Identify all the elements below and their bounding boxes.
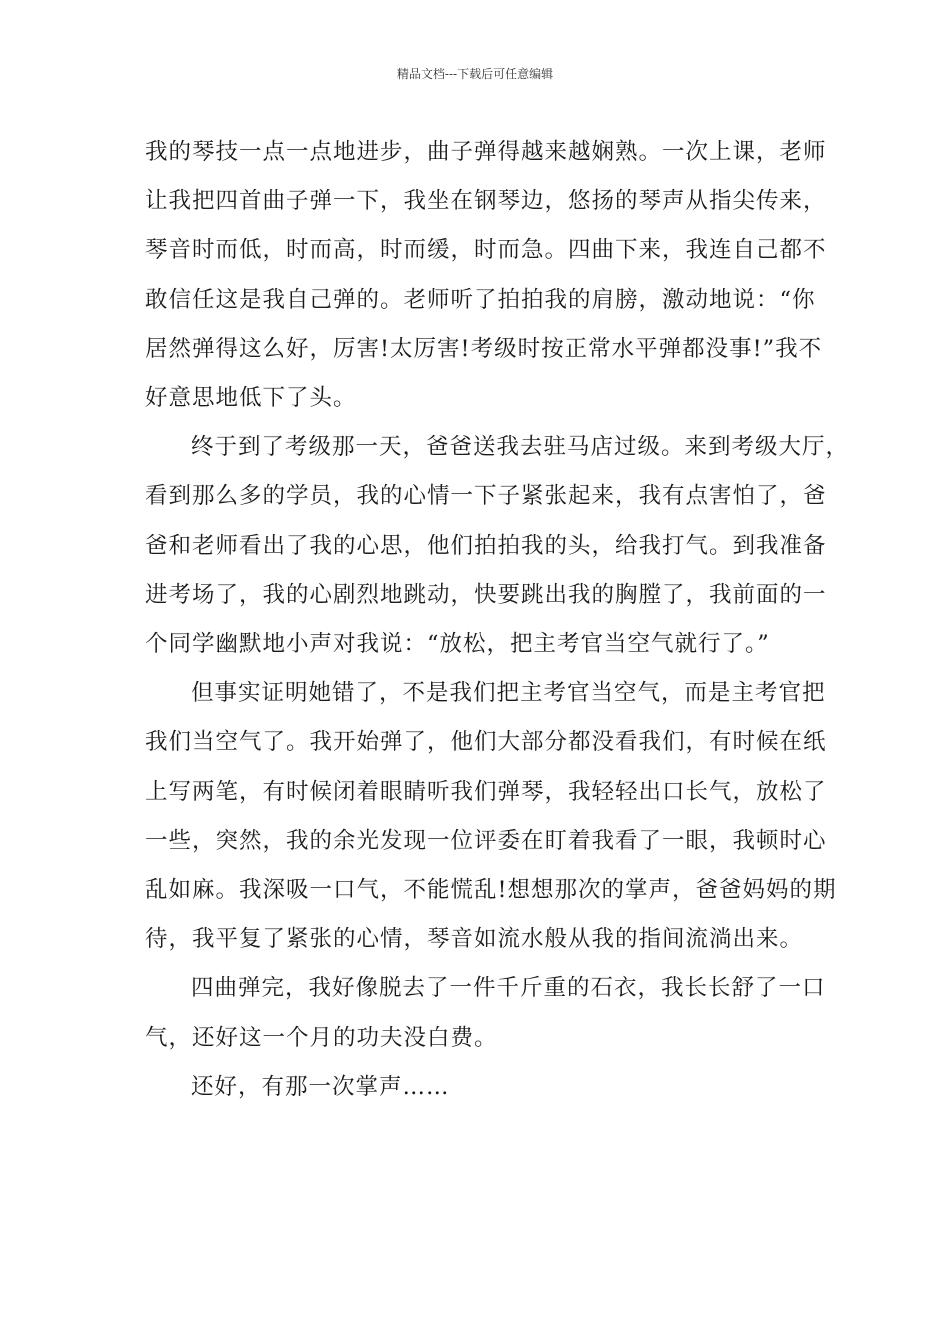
text-line: 一些，突然，我的余光发现一位评委在盯着我看了一眼，我顿时心 (145, 827, 827, 854)
paragraph-1 (145, 128, 835, 423)
text-line: 还好，有那一次掌声…… (191, 1073, 450, 1100)
page-header: 精品文档---下载后可任意编辑 (396, 67, 554, 81)
paragraph-3 (145, 669, 835, 964)
text-line: 我们当空气了。我开始弹了，他们大部分都没看我们，有时候在纸 (145, 729, 827, 756)
paragraph-4 (145, 964, 835, 1062)
text-line: 个同学幽默地小声对我说：“放松，把主考官当空气就行了。” (145, 631, 770, 658)
paragraph-5 (145, 1063, 835, 1112)
text-line: 待，我平复了紧张的心情，琴音如流水般从我的指间流淌出来。 (145, 926, 804, 953)
text-line: 看到那么多的学员，我的心情一下子紧张起来，我有点害怕了，爸 (145, 483, 827, 510)
text-line: 但事实证明她错了，不是我们把主考官当空气，而是主考官把 (191, 680, 826, 707)
text-line: 气，还好这一个月的功夫没白费。 (145, 1024, 498, 1051)
text-line: 进考场了，我的心剧烈地跳动，快要跳出我的胸膛了，我前面的一 (145, 581, 827, 608)
text-line: 爸和老师看出了我的心思，他们拍拍我的头，给我打气。到我准备 (145, 532, 827, 559)
paragraph-2 (145, 423, 850, 669)
text-line: 让我把四首曲子弹一下，我坐在钢琴边，悠扬的琴声从指尖传来， (145, 188, 827, 215)
text-line: 乱如麻。我深吸一口气，不能慌乱!想想那次的掌声，爸爸妈妈的期 (145, 877, 837, 904)
text-line: 敢信任这是我自己弹的。老师听了拍拍我的肩膀，激动地说：“你 (145, 286, 816, 313)
text-line: 上写两笔，有时候闭着眼睛听我们弹琴，我轻轻出口长气，放松了 (145, 778, 827, 805)
text-line: 终于到了考级那一天，爸爸送我去驻马店过级。来到考级大厅， (191, 434, 850, 461)
text-line: 我的琴技一点一点地进步，曲子弹得越来越娴熟。一次上课，老师 (145, 139, 827, 165)
text-line: 四曲弹完，我好像脱去了一件千斤重的石衣，我长长舒了一口 (191, 975, 826, 1002)
text-line: 居然弹得这么好，厉害!太厉害!考级时按正常水平弹都没事!”我不 (145, 335, 823, 362)
document-body (145, 128, 850, 1112)
text-line: 琴音时而低，时而高，时而缓，时而急。四曲下来，我连自己都不 (145, 237, 827, 264)
text-line: 好意思地低下了头。 (145, 385, 357, 412)
